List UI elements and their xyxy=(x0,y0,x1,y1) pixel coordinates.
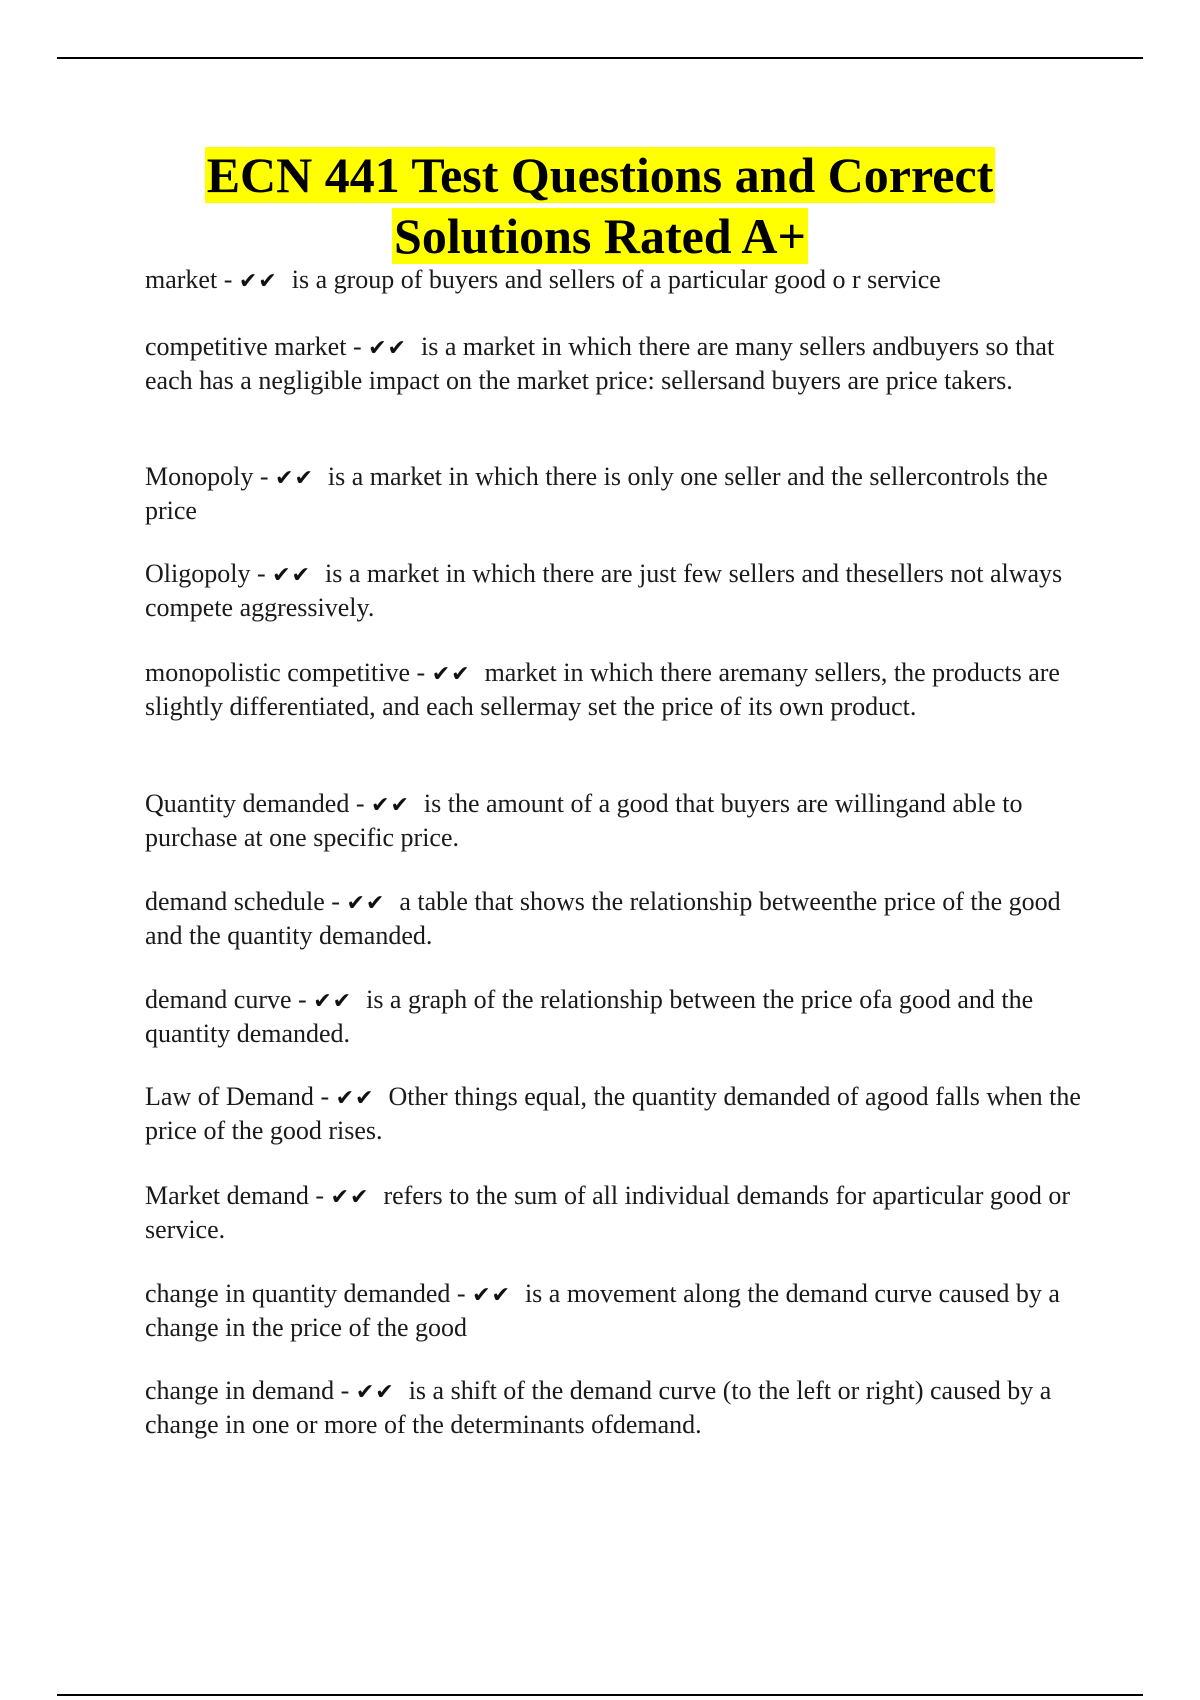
entry-term: Law of Demand xyxy=(145,1082,314,1111)
entry-separator: - xyxy=(217,265,239,294)
definition-entry-change-in-demand xyxy=(145,1375,1100,1441)
entry-term: Monopoly xyxy=(145,462,254,491)
double-check-icon: ✔✔ xyxy=(355,1380,395,1405)
title-line-1: ECN 441 Test Questions and Correct xyxy=(206,147,994,203)
definition-entry-market xyxy=(145,264,1100,298)
entry-definition: is a market in which there are many sellers andbuyers so that each has a negligible impact on the market price: sellersand buyers are price takers. xyxy=(145,332,1055,395)
entry-separator: - xyxy=(253,462,276,491)
entry-term: Quantity demanded xyxy=(145,789,350,818)
definition-entry-oligopoly xyxy=(145,558,1100,624)
entry-term: change in quantity demanded xyxy=(145,1279,451,1308)
entry-term: monopolistic competitive xyxy=(145,658,411,687)
bottom-rule xyxy=(57,1694,1143,1696)
entry-separator: - xyxy=(450,1279,473,1308)
entry-term: Market demand xyxy=(145,1181,309,1210)
entry-separator: - xyxy=(346,332,369,361)
definition-entry-competitive-market xyxy=(145,331,1100,397)
double-check-icon: ✔✔ xyxy=(238,269,278,294)
entry-separator: - xyxy=(308,1181,331,1210)
entry-definition: a table that shows the relationship betweenthe price of the good and the quantity demanded. xyxy=(145,887,1061,950)
entry-separator: - xyxy=(291,985,314,1014)
entry-separator: - xyxy=(313,1082,336,1111)
double-check-icon: ✔✔ xyxy=(335,1086,375,1111)
definition-entry-monopoly xyxy=(145,461,1100,527)
title-line-2: Solutions Rated A+ xyxy=(394,208,806,264)
entry-definition: is a graph of the relationship between the price ofa good and the quantity demanded. xyxy=(145,985,1034,1048)
entry-separator: - xyxy=(334,1376,356,1405)
entry-term: demand curve xyxy=(145,985,292,1014)
entry-definition: is a market in which there is only one seller and the sellercontrols the price xyxy=(145,462,1048,525)
double-check-icon: ✔✔ xyxy=(313,989,353,1014)
entry-definition: market in which there aremany sellers, the products are slightly differentiated, and each sellermay set the price of its own product. xyxy=(145,658,1060,721)
entry-term: demand schedule xyxy=(145,887,325,916)
top-rule xyxy=(57,57,1143,59)
definition-entry-monopolistic-competitive xyxy=(145,657,1100,723)
entry-definition: is a group of buyers and sellers of a particular good o r service xyxy=(291,265,941,294)
entry-definition: refers to the sum of all individual demands for aparticular good or service. xyxy=(145,1181,1071,1244)
definition-entry-market-demand xyxy=(145,1180,1100,1246)
entry-separator: - xyxy=(324,887,347,916)
entry-definition: Other things equal, the quantity demanded of agood falls when the price of the good rises. xyxy=(145,1082,1081,1145)
document-title xyxy=(100,145,1100,267)
double-check-icon: ✔✔ xyxy=(472,1283,511,1308)
double-check-icon: ✔✔ xyxy=(330,1185,370,1210)
definition-entry-change-in-quantity-demanded xyxy=(145,1278,1100,1344)
entry-definition: is a shift of the demand curve (to the left or right) caused by a change in one or more of the determinants ofdemand. xyxy=(145,1376,1052,1439)
double-check-icon: ✔✔ xyxy=(371,793,410,818)
double-check-icon: ✔✔ xyxy=(272,563,311,588)
entry-separator: - xyxy=(349,789,372,818)
double-check-icon: ✔✔ xyxy=(346,891,386,916)
entry-definition: is a market in which there are just few sellers and thesellers not always compete aggressively. xyxy=(145,559,1063,622)
entry-term: competitive market xyxy=(145,332,347,361)
entry-term: market xyxy=(145,265,218,294)
definition-entry-quantity-demanded xyxy=(145,788,1100,854)
entry-term: Oligopoly xyxy=(145,559,251,588)
double-check-icon: ✔✔ xyxy=(275,466,314,491)
entry-definition: is a movement along the demand curve caused by a change in the price of the good xyxy=(145,1279,1060,1342)
definition-entry-demand-curve xyxy=(145,984,1100,1050)
entry-term: change in demand xyxy=(145,1376,335,1405)
definition-entry-demand-schedule xyxy=(145,886,1100,952)
definition-entry-law-of-demand xyxy=(145,1081,1100,1147)
entry-separator: - xyxy=(250,559,273,588)
double-check-icon: ✔✔ xyxy=(431,662,471,687)
entry-definition: is the amount of a good that buyers are willingand able to purchase at one specific price. xyxy=(145,789,1023,852)
entry-separator: - xyxy=(410,658,432,687)
double-check-icon: ✔✔ xyxy=(368,336,407,361)
